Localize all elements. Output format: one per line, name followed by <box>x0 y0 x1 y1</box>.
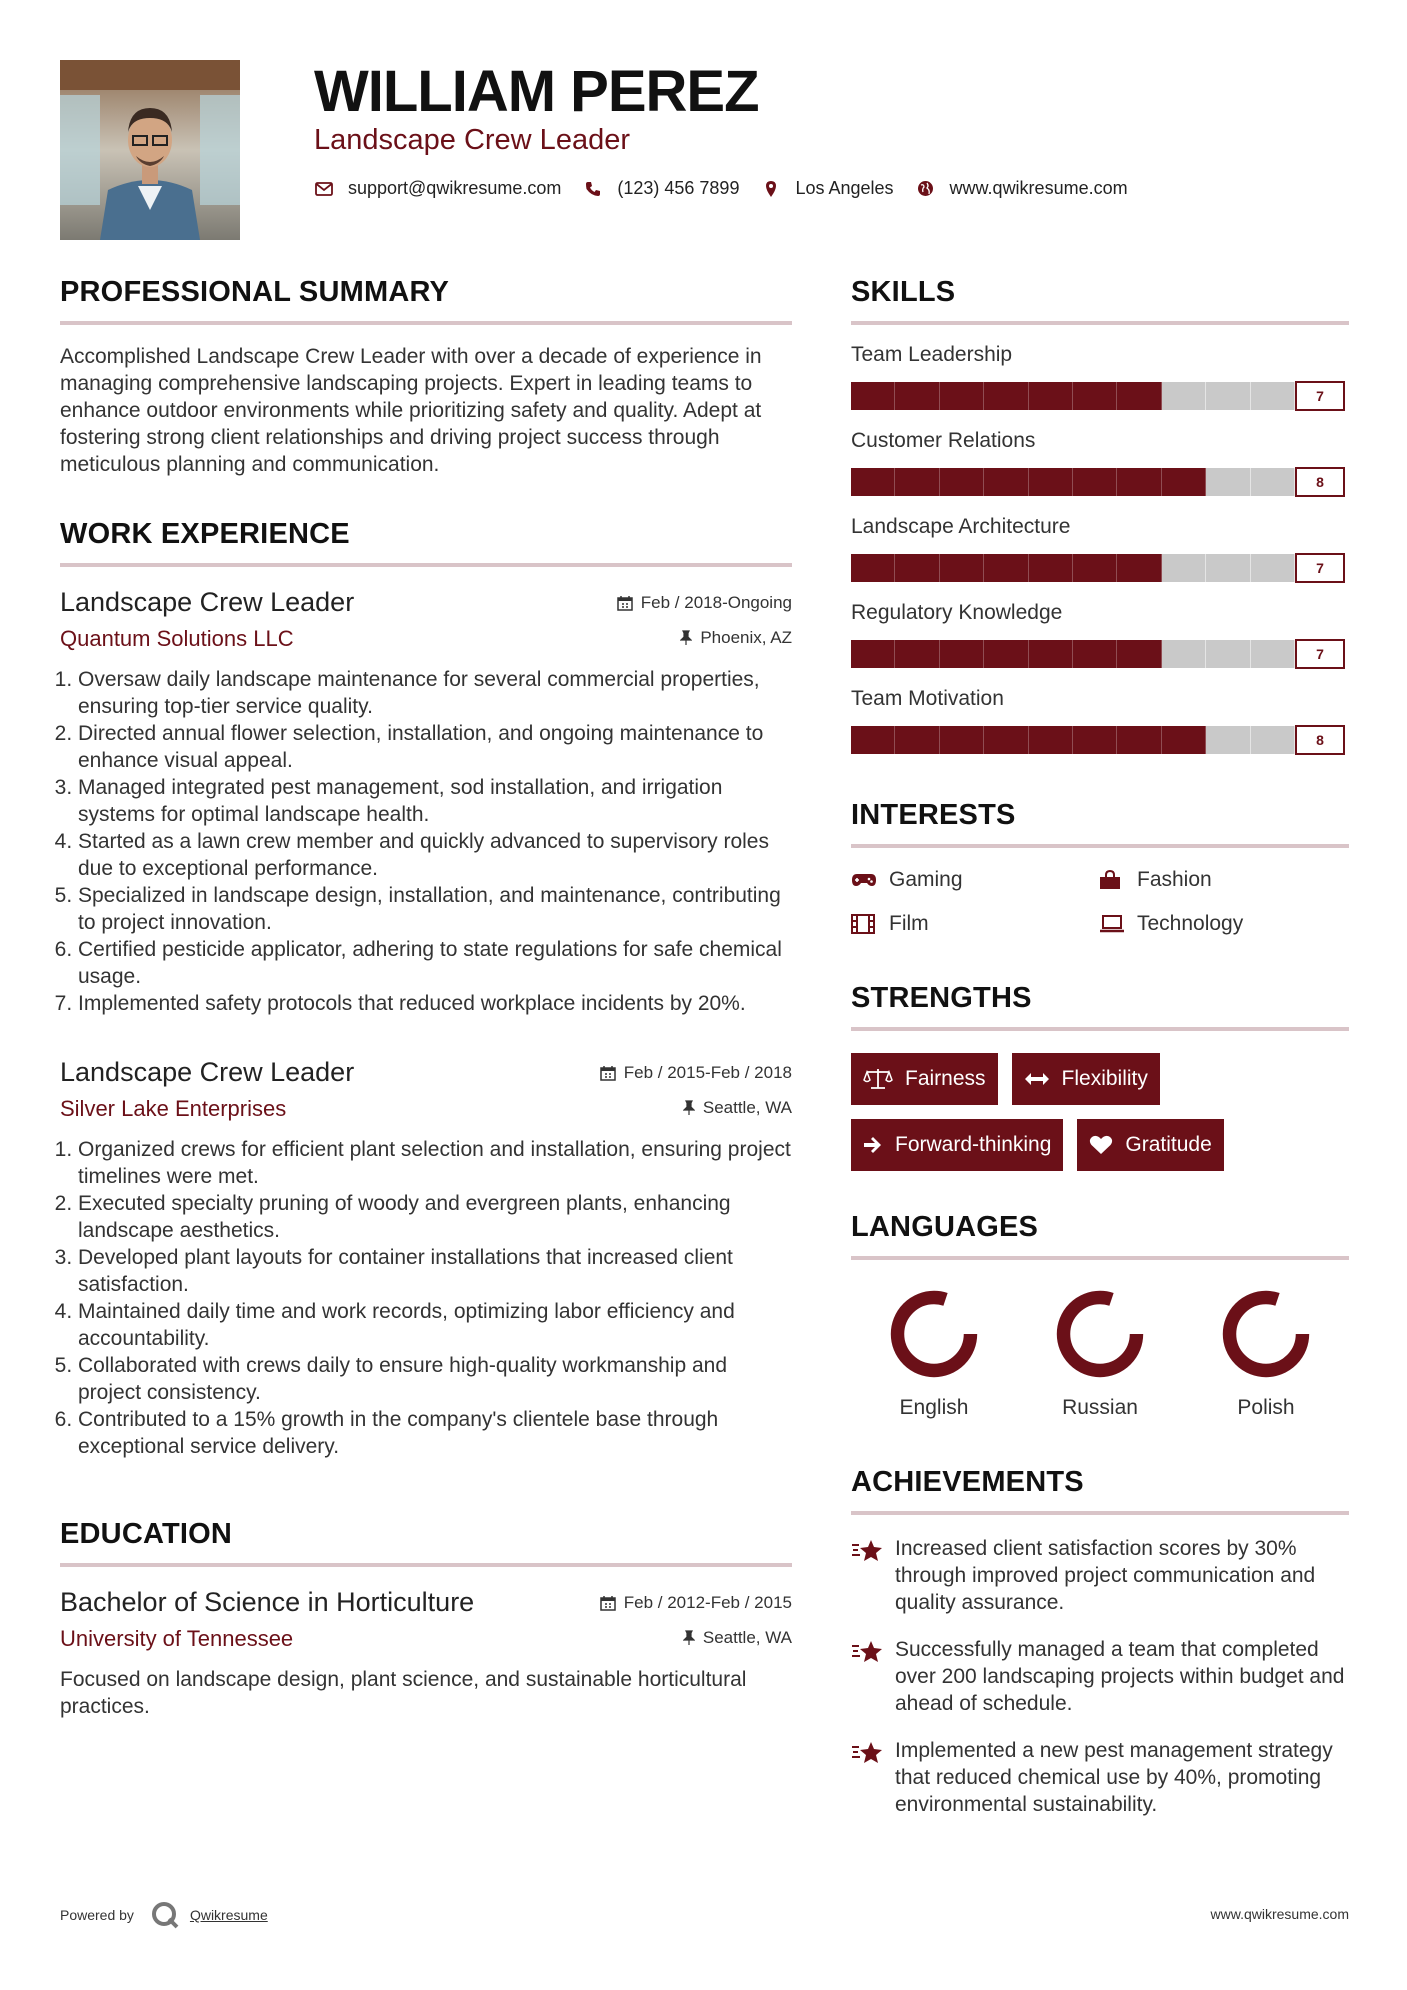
language-item <box>1017 1286 1183 1420</box>
arrows-horizontal-icon <box>1024 1072 1050 1086</box>
skill-bar <box>851 553 1349 583</box>
language-ring <box>1218 1286 1314 1382</box>
job-title: Landscape Crew Leader <box>60 1057 355 1087</box>
job-dates <box>600 1063 792 1083</box>
skill-fill <box>851 554 1162 582</box>
strength-tag <box>1077 1119 1223 1171</box>
language-item <box>1183 1286 1349 1420</box>
summary-text: Accomplished Landscape Crew Leader with over a decade of experience in managing comprehensive landscaping projects. Expert in leading teams to enhance outdoor environments while prioritizing safety and quality. Adept at fostering strong client relationships and driving project success through meticulous planning and communication. <box>60 345 762 476</box>
skill-bar <box>851 639 1349 669</box>
contact-bar <box>314 178 1150 199</box>
film-icon <box>851 914 879 934</box>
language-ring <box>1052 1286 1148 1382</box>
strengths-section <box>851 982 1349 1171</box>
skill-level-badge: 7 <box>1295 381 1345 411</box>
strength-label: Gratitude <box>1125 1133 1212 1156</box>
job-location <box>680 628 792 648</box>
pushpin-icon <box>683 1630 695 1646</box>
languages-title: LANGUAGES <box>851 1211 1039 1243</box>
skill-item <box>851 429 1349 497</box>
interest-technology <box>1099 912 1349 936</box>
pushpin-icon <box>683 1100 695 1116</box>
right-column <box>851 276 1349 1818</box>
skills-list <box>851 343 1349 755</box>
achievements-title: ACHIEVEMENTS <box>851 1466 1084 1498</box>
section-divider <box>851 1511 1349 1515</box>
language-level-arc <box>1230 1298 1303 1371</box>
job-title: Landscape Crew Leader <box>60 587 355 617</box>
skill-level-badge: 7 <box>1295 553 1345 583</box>
footer-website[interactable]: www.qwikresume.com <box>1210 1906 1349 1922</box>
qwikresume-link[interactable]: Qwikresume <box>189 1907 268 1923</box>
skill-item <box>851 343 1349 411</box>
list-item: 6. Certified pesticide applicator, adhering to state regulations for safe chemical usage. <box>78 936 792 990</box>
calendar-icon <box>617 595 633 611</box>
interests-list <box>851 868 1349 936</box>
job-bullets <box>60 1136 792 1460</box>
interest-gaming <box>851 868 1099 892</box>
skill-bar <box>851 381 1349 411</box>
list-item: 1. Oversaw daily landscape maintenance for several commercial properties, ensuring top-tier service quality. <box>78 666 792 720</box>
languages-section <box>851 1211 1349 1420</box>
job-location <box>683 1098 792 1118</box>
list-item: 2. Directed annual flower selection, installation, and ongoing maintenance to enhance visual appeal. <box>78 720 792 774</box>
heart-icon <box>1089 1135 1113 1155</box>
contact-phone[interactable] <box>583 178 739 199</box>
section-divider <box>60 1563 792 1567</box>
job-entry <box>60 587 792 1017</box>
list-item: 5. Specialized in landscape design, installation, and maintenance, contributing to project innovation. <box>78 882 792 936</box>
education-school: University of Tennessee <box>60 1626 294 1651</box>
list-item: 5. Collaborated with crews daily to ensure high-quality workmanship and project consistency. <box>78 1352 792 1406</box>
calendar-icon <box>600 1065 616 1081</box>
skill-level-badge: 7 <box>1295 639 1345 669</box>
achievement-item <box>851 1737 1349 1818</box>
shooting-star-icon <box>851 1737 885 1818</box>
list-item: 3. Developed plant layouts for container installations that increased client satisfaction. <box>78 1244 792 1298</box>
language-item <box>851 1286 1017 1420</box>
achievement-item <box>851 1535 1349 1616</box>
envelope-icon <box>314 179 334 199</box>
education-title: EDUCATION <box>60 1518 233 1550</box>
skill-level-badge: 8 <box>1295 467 1345 497</box>
skill-track <box>851 726 1295 754</box>
interest-label: Fashion <box>1137 868 1212 891</box>
education-location-text: Seattle, WA <box>702 1628 792 1647</box>
skill-track <box>851 640 1295 668</box>
strengths-list <box>851 1053 1349 1171</box>
job-bullets <box>60 666 792 1017</box>
skill-name: Team Leadership <box>851 343 1013 366</box>
gamepad-icon <box>851 872 879 888</box>
achievement-item <box>851 1636 1349 1717</box>
interests-title: INTERESTS <box>851 799 1016 831</box>
interest-film <box>851 912 1099 936</box>
section-divider <box>60 321 792 325</box>
profile-photo-image <box>60 60 240 240</box>
interest-label: Film <box>889 912 929 935</box>
skill-track <box>851 554 1295 582</box>
experience-title: WORK EXPERIENCE <box>60 518 350 550</box>
skills-section <box>851 276 1349 755</box>
interest-label: Technology <box>1137 912 1244 935</box>
education-degree: Bachelor of Science in Horticulture <box>60 1587 475 1617</box>
list-item: 4. Maintained daily time and work records, optimizing labor efficiency and accountability. <box>78 1298 792 1352</box>
skill-item <box>851 601 1349 669</box>
candidate-name: WILLIAM PEREZ <box>314 59 759 124</box>
summary-title: PROFESSIONAL SUMMARY <box>60 276 450 308</box>
language-level-arc <box>1064 1298 1137 1371</box>
section-divider <box>851 321 1349 325</box>
list-item: 2. Executed specialty pruning of woody and evergreen plants, enhancing landscape aesthetics. <box>78 1190 792 1244</box>
contact-website-text: www.qwikresume.com <box>949 178 1128 198</box>
balance-scale-icon <box>863 1068 893 1090</box>
skill-name: Landscape Architecture <box>851 515 1071 538</box>
job-company: Quantum Solutions LLC <box>60 626 294 651</box>
skill-item <box>851 687 1349 755</box>
contact-website[interactable] <box>916 178 1128 199</box>
arrow-right-icon <box>863 1136 883 1154</box>
skill-fill <box>851 726 1206 754</box>
skill-fill <box>851 640 1162 668</box>
skill-track <box>851 382 1295 410</box>
strength-tag <box>851 1053 998 1105</box>
contact-location-text: Los Angeles <box>795 178 894 198</box>
skill-name: Team Motivation <box>851 687 1004 710</box>
strength-tag <box>851 1119 1063 1171</box>
job-location-text: Phoenix, AZ <box>700 628 792 647</box>
skill-bar <box>851 725 1349 755</box>
strength-label: Flexibility <box>1061 1067 1148 1090</box>
list-item: 6. Contributed to a 15% growth in the company's clientele base through exceptional service delivery. <box>78 1406 792 1460</box>
achievement-text: Successfully managed a team that completed over 200 landscaping projects within budget and ahead of schedule. <box>895 1638 1345 1715</box>
language-level-arc <box>898 1298 971 1371</box>
skill-fill <box>851 468 1206 496</box>
summary-section <box>60 276 792 478</box>
list-item: 4. Started as a lawn crew member and quickly advanced to supervisory roles due to exceptional performance. <box>78 828 792 882</box>
shopping-bag-icon <box>1099 870 1127 890</box>
skill-fill <box>851 382 1162 410</box>
shooting-star-icon <box>851 1636 885 1717</box>
powered-by-label: Powered by <box>60 1907 134 1923</box>
list-item: 7. Implemented safety protocols that reduced workplace incidents by 20%. <box>78 990 792 1017</box>
contact-email[interactable] <box>314 178 561 199</box>
strengths-title: STRENGTHS <box>851 982 1032 1014</box>
education-dates-text: Feb / 2012-Feb / 2015 <box>623 1593 792 1612</box>
laptop-icon <box>1099 915 1127 933</box>
shooting-star-icon <box>851 1535 885 1616</box>
education-dates <box>600 1593 792 1613</box>
contact-email-text: support@qwikresume.com <box>348 178 562 198</box>
languages-list <box>851 1286 1349 1420</box>
job-dates <box>617 593 792 613</box>
achievements-section <box>851 1466 1349 1818</box>
language-ring <box>886 1286 982 1382</box>
strength-label: Forward-thinking <box>895 1133 1052 1156</box>
phone-icon <box>583 179 603 199</box>
education-entry <box>60 1587 792 1720</box>
job-entry <box>60 1057 792 1460</box>
job-dates-text: Feb / 2015-Feb / 2018 <box>623 1063 792 1082</box>
skill-name: Regulatory Knowledge <box>851 601 1063 624</box>
section-divider <box>851 1256 1349 1260</box>
skill-item <box>851 515 1349 583</box>
education-section <box>60 1518 792 1720</box>
job-dates-text: Feb / 2018-Ongoing <box>640 593 792 612</box>
skill-bar <box>851 467 1349 497</box>
section-divider <box>851 844 1349 848</box>
achievement-text: Increased client satisfaction scores by 30% through improved project communication and quality assurance. <box>895 1537 1316 1614</box>
section-divider <box>60 563 792 567</box>
contact-phone-text: (123) 456 7899 <box>617 178 740 198</box>
language-name: Polish <box>1237 1396 1295 1419</box>
calendar-icon <box>600 1595 616 1611</box>
profile-photo <box>60 60 240 240</box>
skill-level-badge: 8 <box>1295 725 1345 755</box>
job-location-text: Seattle, WA <box>702 1098 792 1117</box>
achievement-text: Implemented a new pest management strategy that reduced chemical use by 40%, promoting environmental sustainability. <box>895 1739 1333 1816</box>
map-pin-icon <box>761 179 781 199</box>
candidate-role: Landscape Crew Leader <box>314 124 630 156</box>
education-location <box>683 1628 792 1648</box>
strength-tag <box>1012 1053 1160 1105</box>
interest-fashion <box>1099 868 1349 892</box>
job-company: Silver Lake Enterprises <box>60 1096 287 1121</box>
language-name: English <box>899 1396 969 1419</box>
section-divider <box>851 1027 1349 1031</box>
globe-icon <box>916 179 936 199</box>
experience-section <box>60 518 792 1460</box>
contact-location <box>761 178 893 199</box>
pushpin-icon <box>680 630 692 646</box>
footer-powered-by <box>60 1900 268 1930</box>
interests-section <box>851 799 1349 936</box>
left-column <box>60 276 792 1720</box>
strength-label: Fairness <box>905 1067 986 1090</box>
education-description: Focused on landscape design, plant science, and sustainable horticultural practices. <box>60 1668 747 1718</box>
skill-name: Customer Relations <box>851 429 1036 452</box>
list-item: 1. Organized crews for efficient plant selection and installation, ensuring project timelines were met. <box>78 1136 792 1190</box>
list-item: 3. Managed integrated pest management, sod installation, and irrigation systems for optimal landscape health. <box>78 774 792 828</box>
qwikresume-logo-icon <box>150 1900 180 1930</box>
skills-title: SKILLS <box>851 276 956 308</box>
language-name: Russian <box>1062 1396 1138 1419</box>
skill-track <box>851 468 1295 496</box>
interest-label: Gaming <box>889 868 963 891</box>
